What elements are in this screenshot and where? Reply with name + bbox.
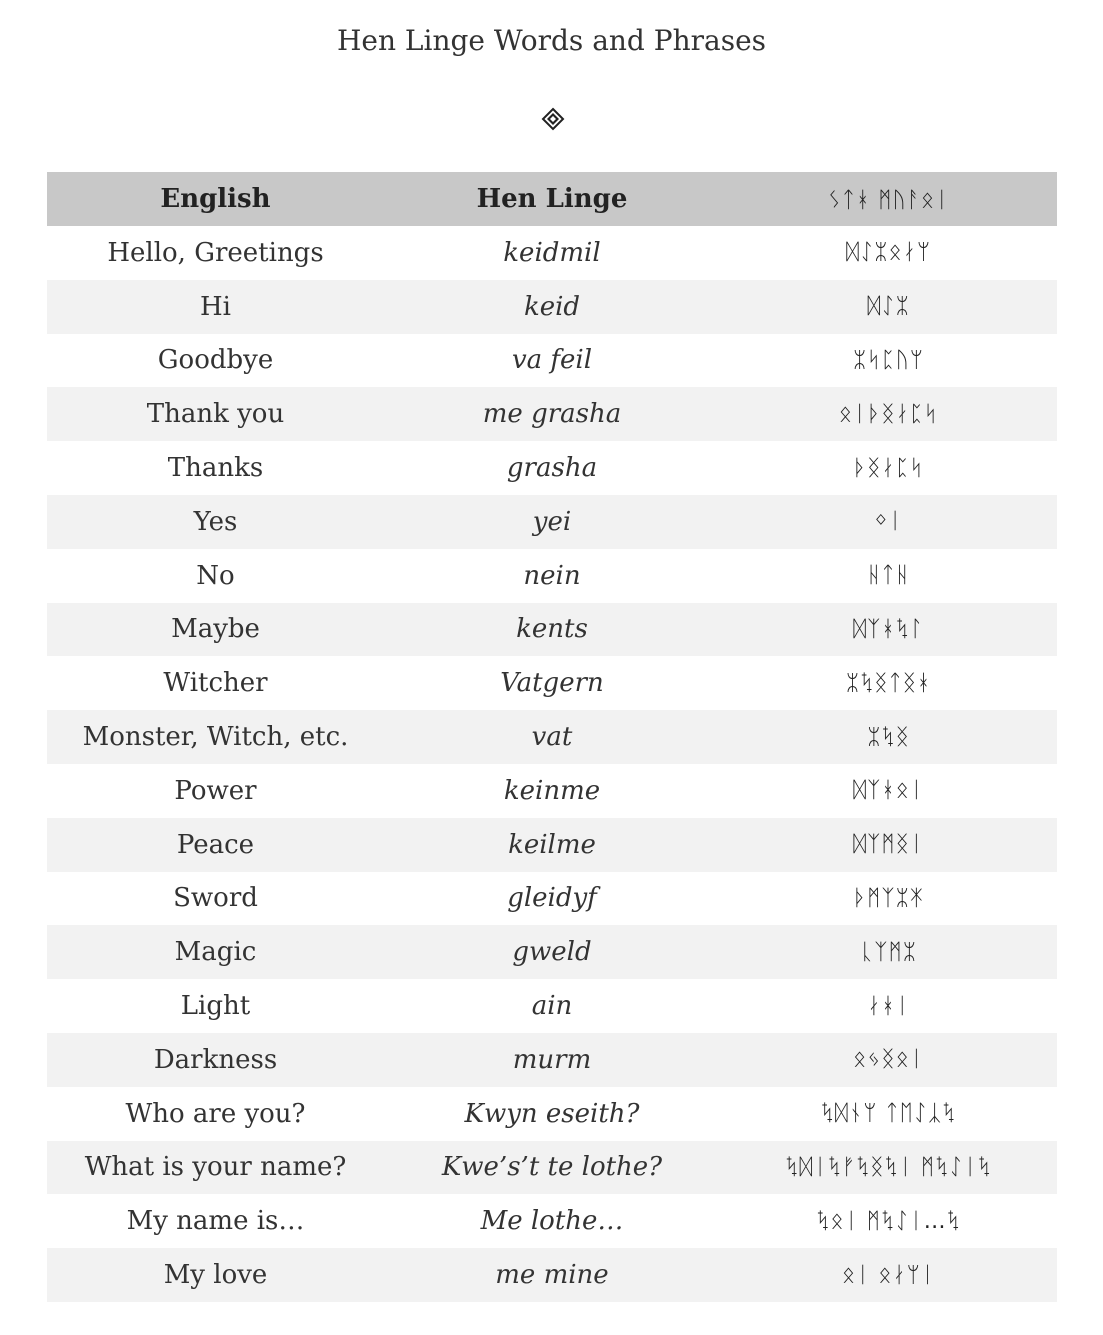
cell-english: Light [180,991,251,1022]
cell-hen-linge: Kwyn eseith? [464,1098,640,1129]
cell-script: ᛯᛪᛝᛏᛝᚼ [845,670,932,696]
cell-script: ᚺᛏᚺ [867,563,910,589]
table-row [47,818,1057,872]
diamond-ornament-icon [540,106,566,132]
table-row [47,1033,1057,1087]
cell-english: No [196,560,235,591]
cell-hen-linge: va feil [511,345,593,376]
cell-script: ᛞᛇᛯ [720,280,1057,334]
cell-english: What is your name? [47,1141,384,1195]
cell-hen-linge: kents [384,603,720,657]
cell-english: Thank you [47,387,384,441]
cell-hen-linge: Kwe’s’t te lothe? [384,1141,720,1195]
cell-english: Maybe [47,603,384,657]
cell-script: ᛪᛟᛁ ᛗᛪᛇᛁ…ᛪ [816,1208,961,1234]
table-row [47,1248,1057,1302]
cell-english: Monster, Witch, etc. [47,710,384,764]
cell-script: ᚦᛗᛉᛯᛡ [852,885,924,911]
cell-hen-linge: Me lothe… [480,1206,624,1237]
cell-hen-linge: me grasha [384,387,720,441]
cell-script: ᛪᛞᚾᛘ ᛏᛖᛇᛣᛪ [820,1101,957,1127]
cell-script: ᛯᛪᛝ [720,710,1057,764]
table-row [47,764,1057,818]
cell-script: ᚦᛝᛅᛈᛋ [852,455,924,481]
table-row [47,872,1057,926]
cell-english: Magic [47,925,384,979]
cell-hen-linge: gweld [384,925,720,979]
table-row [47,334,1057,388]
table-row [47,710,1057,764]
cell-english: Witcher [163,668,268,699]
cell-english: Yes [47,495,384,549]
cell-english: My love [47,1248,384,1302]
cell-hen-linge: murm [384,1033,720,1087]
cell-hen-linge: vat [384,710,720,764]
cell-hen-linge: keidmil [503,237,601,268]
cell-script: ᛅᚼᛁ [867,993,910,1019]
cell-hen-linge: Vatgern [500,668,604,699]
cell-hen-linge: me mine [384,1248,720,1302]
cell-english: Goodbye [157,345,274,376]
cell-script: ᛜᛁ [720,495,1057,549]
cell-script: ᛞᛇᛯᛟᛅᛘ [845,240,932,266]
table-row [47,226,1057,280]
table-row [47,979,1057,1033]
cell-english: Hello, Greetings [107,237,324,268]
cell-hen-linge: keid [384,280,720,334]
table-row [47,1141,1057,1195]
cell-script: ᛯᛋᛈᚢᛘ [852,347,924,373]
table-row [47,495,1057,549]
cell-hen-linge: ain [531,991,573,1022]
cell-script: ᛞᛉᛗᛝᛁ [720,818,1057,872]
table-row [47,1194,1057,1248]
cell-english: Sword [173,883,258,914]
cell-hen-linge: yei [384,495,720,549]
cell-english: Hi [47,280,384,334]
table-row [47,387,1057,441]
table-row [47,441,1057,495]
column-header-script: ᛊᛏᚼ ᛗᚢᚨᛟᛁ [720,172,1057,226]
table-header-row [47,172,1057,226]
cell-english: Power [174,775,257,806]
table-row [47,925,1057,979]
cell-hen-linge: gleidyf [507,883,597,914]
cell-english: Darkness [47,1033,384,1087]
column-header-english: English [47,172,384,226]
cell-script: ᛟᛁᚦᛝᛅᛈᛋ [720,387,1057,441]
cell-hen-linge: grasha [506,453,598,484]
cell-english: My name is… [126,1206,305,1237]
cell-hen-linge: keinme [503,775,601,806]
cell-english: Thanks [167,453,264,484]
cell-script: ᚳᛉᛗᛯ [720,925,1057,979]
cell-english: Peace [47,818,384,872]
phrases-table [47,172,1057,1302]
cell-script: ᛞᛉᚼᛟᛁ [852,778,924,804]
table-row [47,549,1057,603]
column-header-hen-linge: Hen Linge [384,172,720,226]
cell-script: ᛪᛞᛁᛪᚠᛪᛝᛪᛁ ᛗᛪᛇᛁᛪ [720,1141,1057,1195]
cell-english: Who are you? [125,1098,306,1129]
cell-script: ᛟᛃᛝᛟᛁ [720,1033,1057,1087]
cell-script: ᛞᛉᚼᛪᛚ [720,603,1057,657]
page-title: Hen Linge Words and Phrases [336,24,767,57]
cell-hen-linge: keilme [384,818,720,872]
table-row [47,1087,1057,1141]
table-row [47,656,1057,710]
table-row [47,603,1057,657]
cell-script: ᛟᛁ ᛟᛅᛘᛁ [720,1248,1057,1302]
cell-hen-linge: nein [523,560,581,591]
table-row [47,280,1057,334]
